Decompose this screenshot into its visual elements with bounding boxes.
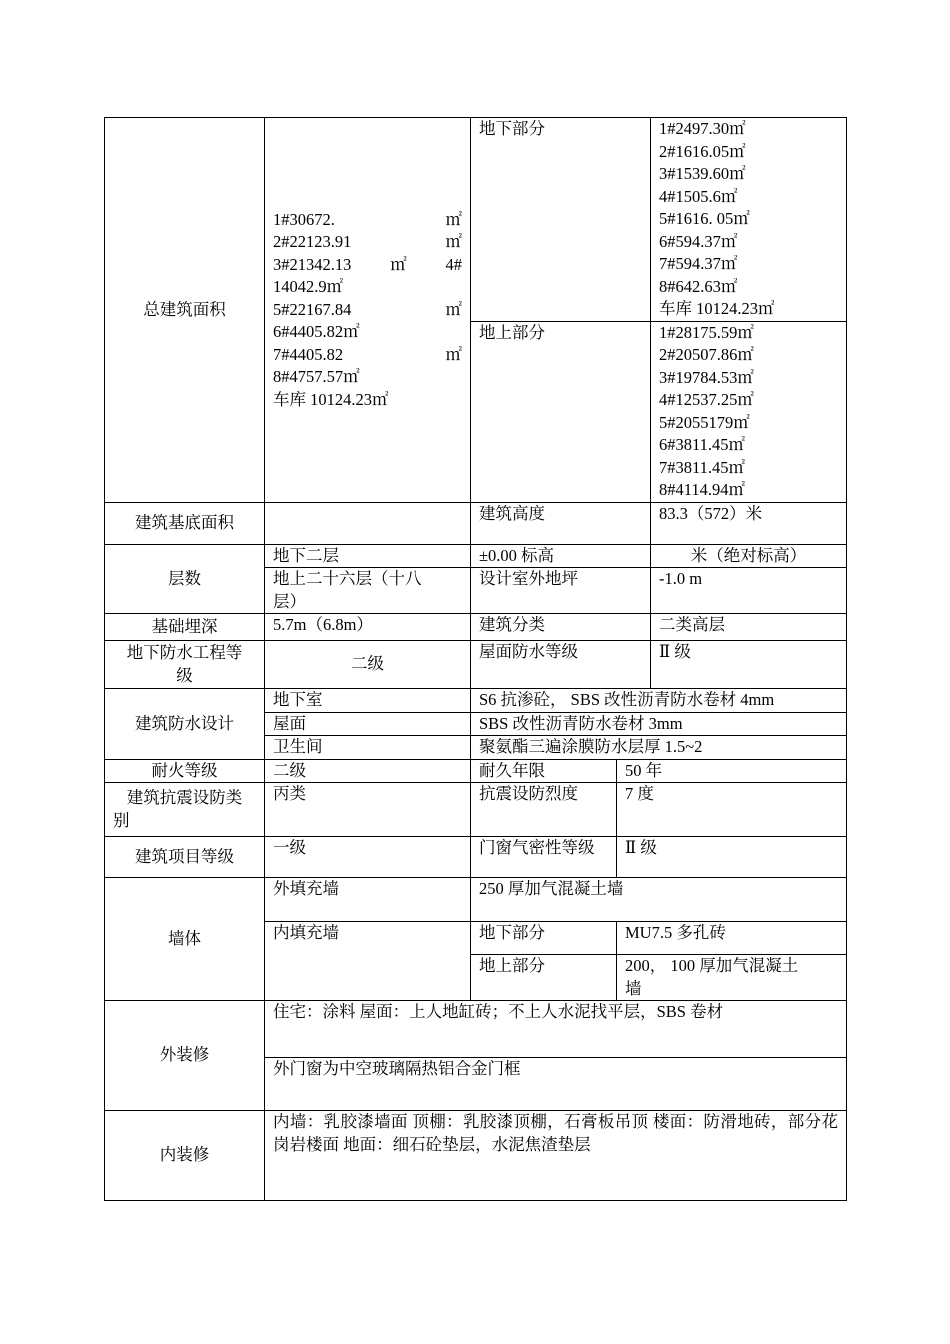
elevation-label: ±0.00 标高 [471,544,651,568]
outer-wall-value: 250 厚加气混凝土墙 [471,878,847,922]
ground-level-value: -1.0 m [651,568,847,614]
area-total-line: 车库 10124.23㎡ [273,389,389,409]
inner-wall-under-value: MU7.5 多孔砖 [617,922,847,955]
building-height-value: 83.3（572）米 [651,502,847,544]
wall-label: 墙体 [105,878,265,1001]
window-airtightness-value: Ⅱ 级 [617,837,847,878]
area-total-unit: ㎡ [390,254,407,274]
table-row [105,544,847,568]
waterproof-spec: SBS 改性沥青防水卷材 3mm [471,712,847,736]
seismic-intensity-label: 抗震设防烈度 [471,783,617,837]
area-value-line: 7#3811.45㎡ [659,457,746,477]
document-page [104,117,846,1201]
area-value-line: 7#594.37㎡ [659,254,738,273]
underground-area-label: 地下部分 [471,118,651,322]
table-row [105,614,847,641]
label-line: 建筑抗震设防类 [126,788,243,807]
table-row [105,689,847,713]
floors-above-line: 地上二十六层（十八 [273,569,422,588]
area-value-line: 2#1616.05㎡ [659,141,746,161]
exterior-finish-line: 外门窗为中空玻璃隔热铝合金门框 [265,1058,847,1111]
building-spec-table [104,117,847,1201]
area-total-line: 7#4405.82 [273,344,344,364]
above-area-values [651,321,847,502]
building-height-label: 建筑高度 [471,502,651,544]
project-grade-value: 一级 [265,837,471,878]
elevation-value: 米（绝对标高） [651,544,847,568]
roof-waterproof-label: 屋面防水等级 [471,641,651,689]
waterproof-grade-label [105,641,265,689]
ground-level-label: 设计室外地坪 [471,568,651,614]
table-row [105,1111,847,1201]
window-airtightness-label: 门窗气密性等级 [471,837,617,878]
total-area-values [265,118,471,503]
waterproof-grade-value: 二级 [265,641,471,689]
waterproof-spec: 聚氨酯三遍涂膜防水层厚 1.5~2 [471,736,847,760]
wall-value-line: 墙 [625,978,642,998]
floors-underground: 地下二层 [265,544,471,568]
area-value-line: 3#19784.53㎡ [659,367,754,387]
area-value-line: 5#1616. 05㎡ [659,209,750,228]
table-row [105,837,847,878]
table-row [105,118,847,322]
area-total-unit: ㎡ [445,209,462,229]
area-value-line: 8#642.63㎡ [659,276,738,296]
floors-label: 层数 [105,544,265,614]
label-line: 别 [113,810,130,830]
area-value-line: 3#1539.60㎡ [659,164,746,183]
area-total-unit: ㎡ [445,232,462,251]
area-value-line: 1#28175.59㎡ [659,322,754,342]
table-row [105,1001,847,1058]
table-row [105,783,847,837]
area-value-line: 6#3811.45㎡ [659,435,746,454]
area-value-line: 1#2497.30㎡ [659,119,746,138]
seismic-category-value: 丙类 [265,783,471,837]
area-total-unit: ㎡ [445,344,462,364]
label-line: 地下防水工程等 [126,643,243,662]
label-line: 级 [176,665,193,685]
table-row [105,759,847,783]
building-class-value: 二类高层 [651,614,847,641]
area-total-line: 5#22167.84 [273,299,352,319]
waterproof-part: 屋面 [265,712,471,736]
inner-wall-above-value [617,955,847,1001]
base-area-value [265,502,471,544]
fire-rating-label: 耐火等级 [105,759,265,783]
area-total-unit: ㎡ [445,299,462,319]
area-total-line: 2#22123.91 [273,232,352,251]
area-value-line: 4#12537.25㎡ [659,390,754,409]
area-value-line: 6#594.37㎡ [659,231,738,251]
seismic-category-label [105,783,265,837]
project-grade-label: 建筑项目等级 [105,837,265,878]
above-area-label: 地上部分 [471,321,651,502]
service-life-value: 50 年 [617,759,847,783]
waterproof-spec: S6 抗渗砼， SBS 改性沥青防水卷材 4mm [471,689,847,713]
waterproof-part: 卫生间 [265,736,471,760]
fire-rating-value: 二级 [265,759,471,783]
exterior-finish-line: 住宅：涂料 屋面：上人地缸砖；不上人水泥找平层，SBS 卷材 [265,1001,847,1058]
total-area-label: 总建筑面积 [105,118,265,503]
outer-wall-label: 外填充墙 [265,878,471,922]
area-total-line: 4# [445,254,462,274]
area-value-line: 车库 10124.23㎡ [659,299,775,318]
table-row [105,641,847,689]
inner-wall-above-label: 地上部分 [471,955,617,1001]
service-life-label: 耐久年限 [471,759,617,783]
foundation-depth-label: 基础埋深 [105,614,265,641]
exterior-finish-label: 外装修 [105,1001,265,1111]
waterproof-part: 地下室 [265,689,471,713]
area-value-line: 2#20507.86㎡ [659,345,754,364]
table-row [105,878,847,922]
interior-finish-text: 内墙：乳胶漆墙面 顶棚：乳胶漆顶棚，石膏板吊顶 楼面：防滑地砖，部分花岗岩楼面 地面：细石砼垫层，水泥焦渣垫层 [265,1111,847,1201]
area-value-line: 4#1505.6㎡ [659,186,738,206]
area-total-line: 1#30672. [273,209,335,229]
area-total-line: 8#4757.57㎡ [273,367,360,386]
wall-value-line: 200， 100 厚加气混凝土 [625,956,799,975]
area-total-line: 14042.9㎡ [273,277,344,296]
building-class-label: 建筑分类 [471,614,651,641]
area-total-line: 6#4405.82㎡ [273,322,360,341]
inner-wall-under-label: 地下部分 [471,922,617,955]
seismic-intensity-value: 7 度 [617,783,847,837]
interior-finish-label: 内装修 [105,1111,265,1201]
waterproof-design-label: 建筑防水设计 [105,689,265,760]
floors-above-line: 层） [273,591,306,611]
area-value-line: 5#2055179㎡ [659,412,750,432]
inner-wall-label: 内填充墙 [265,922,471,1001]
floors-above [265,568,471,614]
base-area-label: 建筑基底面积 [105,502,265,544]
foundation-depth-value: 5.7m（6.8m） [265,614,471,641]
area-total-line: 3#21342.13 [273,254,352,274]
underground-area-values [651,118,847,322]
roof-waterproof-value: Ⅱ 级 [651,641,847,689]
table-row [105,502,847,544]
area-value-line: 8#4114.94㎡ [659,480,746,499]
